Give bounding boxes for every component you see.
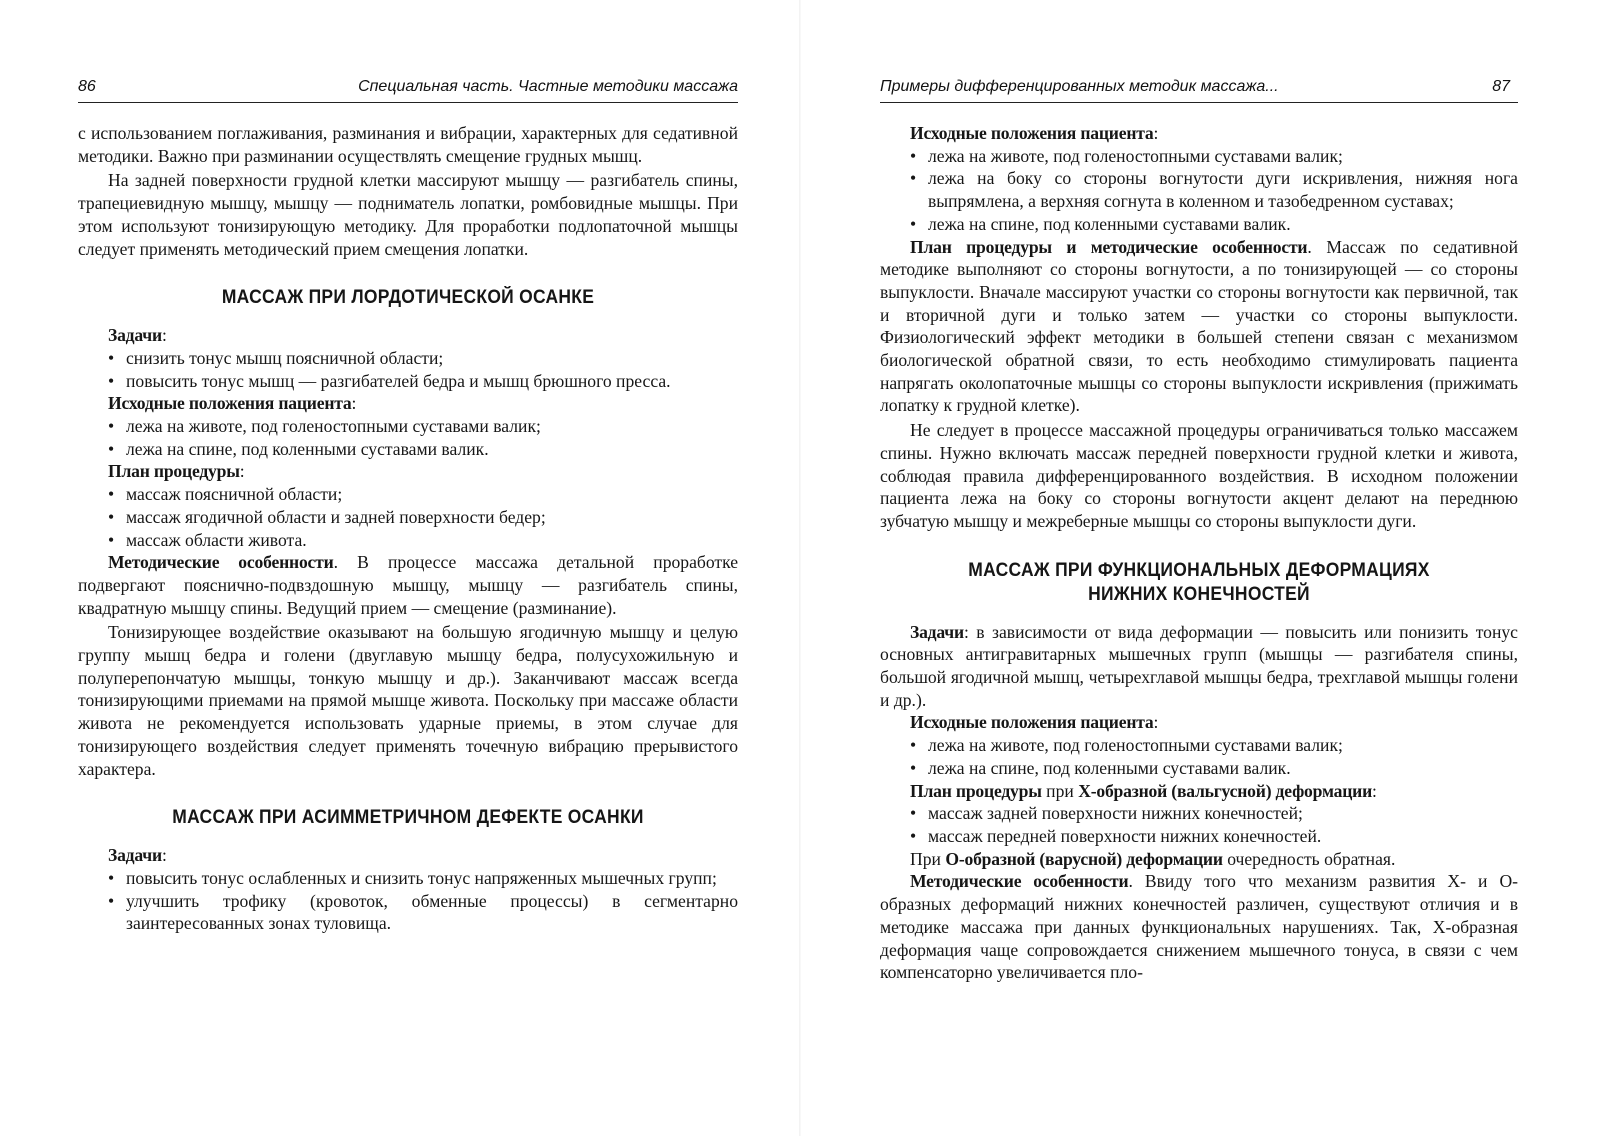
tasks-label: Задачи (910, 621, 964, 642)
subheading: Задачи: (108, 845, 167, 866)
plan-label: План процедуры и методические особенности (910, 236, 1308, 257)
running-title: Примеры дифференцированных методик массажа... (880, 78, 1279, 95)
tasks-list (78, 867, 738, 935)
section-heading: МАССАЖ ПРИ ЛОРДОТИЧЕСКОЙ ОСАНКЕ (221, 287, 595, 309)
method-label: Методические особенности (910, 871, 1129, 892)
positions-list (880, 145, 1518, 236)
paragraph: Тонизирующее воздействие оказывают на большую ягодичную мышцу и целую группу мышц бедра и голени (двуглавую мышцу бедра, полусухожильную и полуперепончатую мышцы, тонкую мышцу и др.). Заканчивают массаж всегда тонизирующими приемами на прямой мышце живота. Поскольку при массаже области живота не рекомендуется использовать ударные приемы, в этом случае для тонизирующего воздействия следует применять точечную вибрацию прерывистого характера. (78, 622, 738, 779)
right-running-header (880, 78, 1518, 103)
paragraph: На задней поверхности грудной клетки массируют мышцу — разгибатель спины, трапециевидную мышцу, мышцу — подниматель лопатки, ромбовидные мышцы. При этом используют тонизирующую методику. Для проработки подлопаточной мышцы следует применять методический прием смещения лопатки. (78, 170, 738, 259)
list-item: • массаж области живота. (108, 529, 738, 552)
method-text: Ввиду того что механизм развития Х- и О-образных деформаций нижних конечностей различен, существуют отличия и в методике массажа при данных функциональных нарушениях. Так, Х-образная деформация чаще сопровождается снижением мышечного тонуса, в связи с чем компенсаторно увеличивается пло- (880, 871, 1519, 983)
tasks-label: Задачи (108, 845, 162, 866)
subheading: Исходные положения пациента: (910, 712, 1159, 733)
list-item: • лежа на боку со стороны вогнутости дуги искривления, нижняя нога выпрямлена, а верхняя согнута в коленном и тазобедренном суставах; (910, 167, 1518, 212)
list-item: • лежа на спине, под коленными суставами валик. (910, 213, 1518, 236)
o-suffix: очередность обратная. (1227, 848, 1396, 869)
list-item: • лежа на животе, под голеностопными суставами валик; (910, 734, 1518, 757)
positions-label: Исходные положения пациента (910, 712, 1154, 733)
paragraph: с использованием поглаживания, разминания и вибрации, характерных для седативной методики. Важно при разминании осуществлять смещение грудных мышц. (78, 123, 738, 166)
running-title: Специальная часть. Частные методики массажа (358, 78, 738, 95)
plan-list (78, 483, 738, 551)
paragraph: Методические особенности. В процессе массажа детальной проработке подвергают пояснично-подвздошную мышцу, мышцу — разгибатель спины, квадратную мышцу спины. Ведущий прием — смещение (разминание). (78, 552, 739, 618)
list-item: • лежа на животе, под голеностопными суставами валик; (108, 415, 738, 438)
list-item: • улучшить трофику (кровоток, обменные процессы) в сегментарно заинтересованных зонах туловища. (108, 890, 738, 935)
section-heading-line: НИЖНИХ КОНЕЧНОСТЕЙ (1088, 583, 1310, 605)
positions-label: Исходные положения пациента (910, 123, 1154, 143)
paragraph (880, 848, 1518, 871)
paragraph: План процедуры и методические особенности. Массаж по седативной методике выполняют со стороны вогнутости, а по тонизирующей — со стороны выпуклости. Вначале массируют участки со стороны вогнутости как первичной, так и вторичной дуги и только затем — участки со стороны выпуклости. Физиологический эффект методики в большей степени связан с механизмом биологической обратной связи, то есть необходимо стимулировать пациента напрягать околопаточные мышцы со стороны выпуклости искривления (прижимать лопатку к грудной клетке). (880, 236, 1518, 416)
list-item: • повысить тонус мышц — разгибателей бедра и мышц брюшного пресса. (108, 370, 738, 393)
plan-text: Массаж по седативной методике выполняют со стороны вогнутости, а по тонизирующей — со стороны выпуклости. Вначале массируют участки со стороны вогнутости как первичной, так и вторичной дуги и только затем — участки со стороны выпуклости. Физиологический эффект методики в большей степени связан с механизмом биологической обратной связи, то есть необходимо стимулировать пациента напрягать околопаточные мышцы со стороны выпуклости искривления (прижимать лопатку к грудной клетке). (880, 236, 1518, 416)
right-page-body (880, 122, 1518, 984)
subheading: Задачи: (108, 325, 167, 346)
subheading: План процедуры: (108, 461, 245, 482)
method-label: Методические особенности (108, 552, 334, 573)
list-item: • повысить тонус ослабленных и снизить тонус напряженных мышечных групп; (108, 867, 738, 890)
tasks-label: Задачи (108, 325, 162, 346)
list-item: • массаж ягодичной области и задней поверхности бедер; (108, 506, 738, 529)
paragraph: Методические особенности. Ввиду того что механизм развития Х- и О-образных деформаций нижних конечностей различен, существуют отличия и в методике массажа при данных функциональных нарушениях. Так, Х-образная деформация чаще сопровождается снижением мышечного тонуса, в связи с чем компенсаторно увеличивается пло- (880, 871, 1519, 983)
plan-label: План процедуры (108, 461, 240, 482)
plan-deformity: Х-образной (вальгусной) деформации (1078, 780, 1373, 801)
section-heading (906, 559, 1493, 607)
list-item: • лежа на спине, под коленными суставами валик. (108, 438, 738, 461)
positions-list (78, 415, 738, 460)
section-heading-line: МАССАЖ ПРИ ФУНКЦИОНАЛЬНЫХ ДЕФОРМАЦИЯХ (968, 559, 1430, 581)
left-running-header (78, 78, 738, 103)
list-item: • массаж передней поверхности нижних конечностей. (910, 825, 1518, 848)
subheading: Исходные положения пациента: (910, 123, 1159, 143)
plan-label: План процедуры (910, 780, 1042, 801)
list-item: • лежа на спине, под коленными суставами валик. (910, 757, 1518, 780)
positions-label: Исходные положения пациента (108, 393, 352, 414)
right-page (800, 0, 1600, 1136)
list-item: • лежа на животе, под голеностопными суставами валик; (910, 145, 1518, 168)
plan-list (880, 802, 1518, 847)
paragraph: Задачи: в зависимости от вида деформации — повысить или понизить тонус основных антигравитарных мышечных групп (мышцы — разгибателя спины, большой ягодичной мышц, четырехглавой мышцы бедра, трехглавой мышцы голени и др.). (880, 621, 1518, 710)
paragraph: Не следует в процессе массажной процедуры ограничиваться только массажем спины. Нужно включать массаж передней поверхности грудной клетки и живота, соблюдая правила дифференцированного воздействия. В исходном положении пациента лежа на боку со стороны вогнутости акцент делают на переднюю зубчатую мышцу и межреберные мышцы со стороны выпуклости дуги. (880, 420, 1518, 531)
page-number: 87 (1492, 78, 1510, 95)
list-item: • снизить тонус мышц поясничной области; (108, 347, 738, 370)
page-number: 86 (78, 78, 96, 95)
tasks-text: в зависимости от вида деформации — повысить или понизить тонус основных антигравитарных мышечных групп (мышцы — разгибателя спины, большой ягодичной мышц, четырехглавой мышцы бедра, трехглавой мышцы голени и др.). (880, 621, 1518, 710)
subheading: Исходные положения пациента: (108, 393, 357, 414)
section-heading: МАССАЖ ПРИ АСИММЕТРИЧНОМ ДЕФЕКТЕ ОСАНКИ (172, 807, 644, 829)
plan-mid: при (1046, 780, 1074, 801)
list-item: • массаж поясничной области; (108, 483, 738, 506)
subheading: План процедуры при Х-образной (вальгусной) деформации: (910, 780, 1377, 801)
tasks-list (78, 347, 738, 392)
list-item: • массаж задней поверхности нижних конечностей; (910, 802, 1518, 825)
positions-list (880, 734, 1518, 779)
method-text: В процессе массажа детальной проработке подвергают пояснично-подвздошную мышцу, мышцу — разгибатель спины, квадратную мышцу спины. Ведущий прием — смещение (разминание). (78, 552, 739, 618)
left-page-body (78, 122, 738, 935)
o-deformity: О-образной (варусной) деформации (945, 848, 1223, 869)
o-prefix: При (910, 848, 941, 869)
